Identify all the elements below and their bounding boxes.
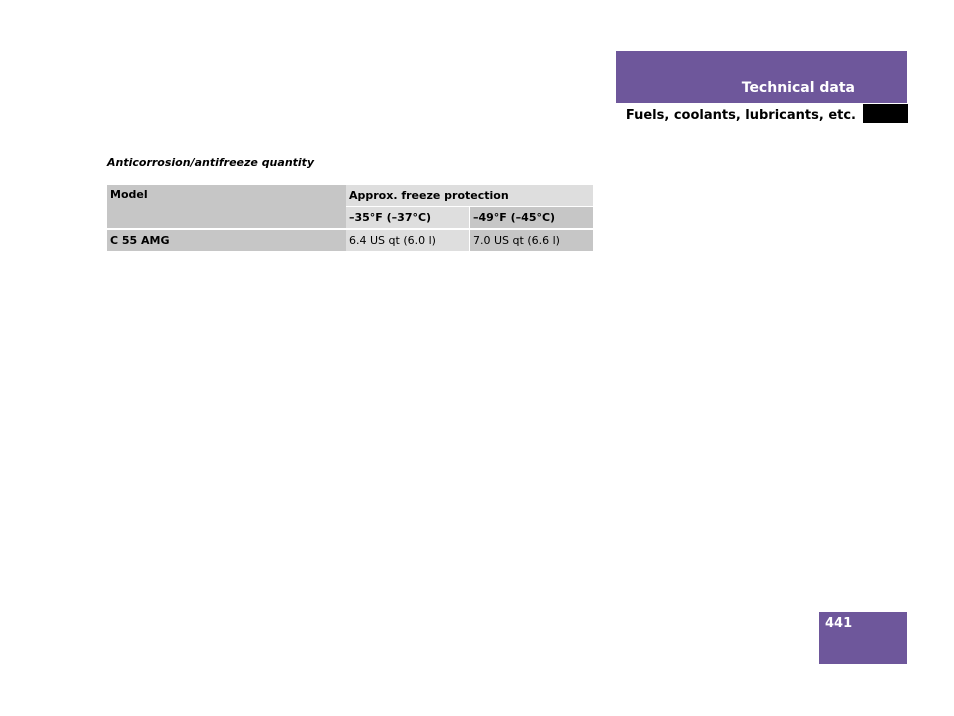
column-header-temp-1: –35°F (–37°C) (346, 207, 470, 230)
page-title: Technical data (741, 80, 855, 96)
antifreeze-table (107, 185, 593, 251)
section-subtitle: Fuels, coolants, lubricants, etc. (625, 108, 856, 123)
table-row (107, 229, 593, 251)
page-number: 441 (825, 616, 853, 631)
column-header-freeze-protection: Approx. freeze protection (346, 185, 593, 207)
column-header-temp-2: –49°F (–45°C) (470, 207, 594, 230)
row-value-temp-1: 6.4 US qt (6.0 l) (346, 229, 470, 251)
section-tab-marker (863, 104, 908, 123)
table-heading: Anticorrosion/antifreeze quantity (107, 156, 315, 169)
row-model: C 55 AMG (107, 229, 346, 251)
row-value-temp-2: 7.0 US qt (6.6 l) (470, 229, 594, 251)
page-number-box (819, 612, 907, 664)
table-header-row (107, 185, 593, 207)
header-band (616, 51, 907, 103)
column-header-model: Model (107, 185, 346, 229)
